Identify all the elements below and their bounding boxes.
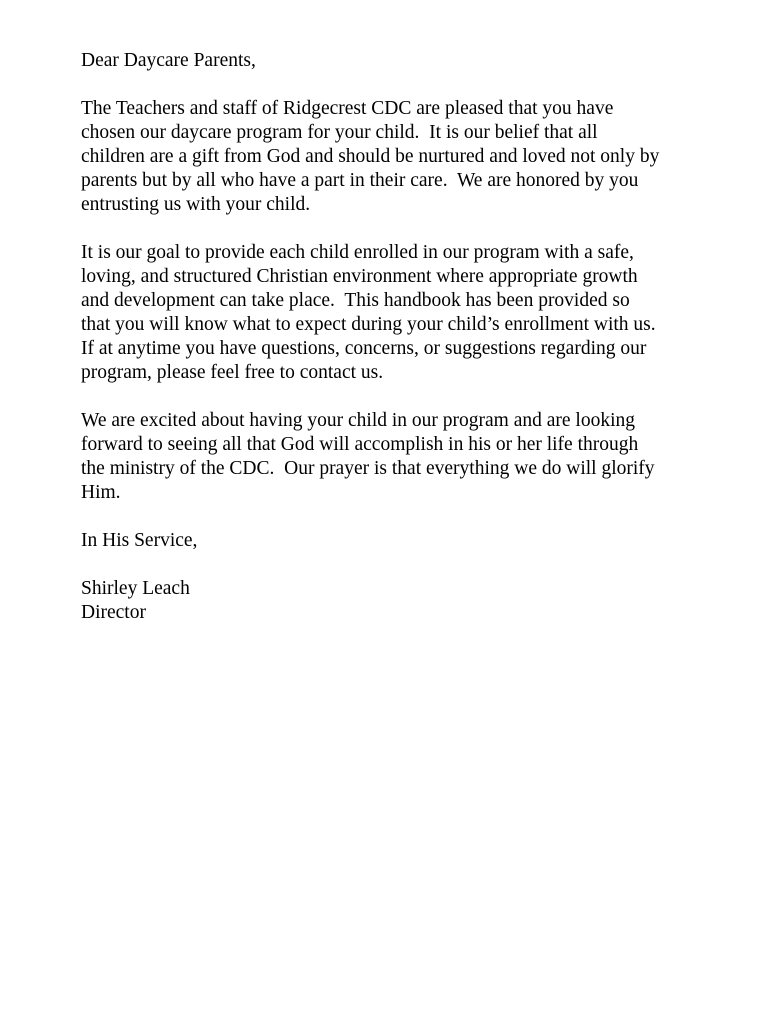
letter-body (81, 49, 701, 625)
paragraph-1 (81, 97, 701, 217)
paragraph-line: chosen our daycare program for your child. It is our belief that all (81, 122, 598, 143)
paragraph-gap (81, 217, 701, 241)
paragraph-line: children are a gift from God and should be nurtured and loved not only by (81, 146, 660, 167)
paragraph-3 (81, 409, 701, 505)
signer-name: Shirley Leach (81, 578, 190, 599)
paragraph-line: Him. (81, 482, 121, 503)
paragraph-line: that you will know what to expect during your child’s enrollment with us. (81, 314, 656, 335)
paragraph-line: If at anytime you have questions, concerns, or suggestions regarding our (81, 338, 647, 359)
signer-title: Director (81, 602, 146, 623)
salutation: Dear Daycare Parents, (81, 50, 256, 71)
paragraph-line: program, please feel free to contact us. (81, 362, 384, 383)
paragraph-line: and development can take place. This handbook has been provided so (81, 290, 630, 311)
paragraph-2 (81, 241, 701, 385)
paragraph-gap (81, 553, 701, 577)
paragraph-line: parents but by all who have a part in their care. We are honored by you (81, 170, 639, 191)
paragraph-line: The Teachers and staff of Ridgecrest CDC are pleased that you have (81, 98, 614, 119)
paragraph-line: loving, and structured Christian environment where appropriate growth (81, 266, 638, 287)
paragraph-line: forward to seeing all that God will accomplish in his or her life through (81, 434, 639, 455)
paragraph-gap (81, 505, 701, 529)
paragraph-line: the ministry of the CDC. Our prayer is that everything we do will glorify (81, 458, 655, 479)
paragraph-line: It is our goal to provide each child enrolled in our program with a safe, (81, 242, 634, 263)
paragraph-line: We are excited about having your child in our program and are looking (81, 410, 635, 431)
paragraph-gap (81, 385, 701, 409)
paragraph-gap (81, 73, 701, 97)
closing: In His Service, (81, 530, 198, 551)
paragraph-line: entrusting us with your child. (81, 194, 311, 215)
